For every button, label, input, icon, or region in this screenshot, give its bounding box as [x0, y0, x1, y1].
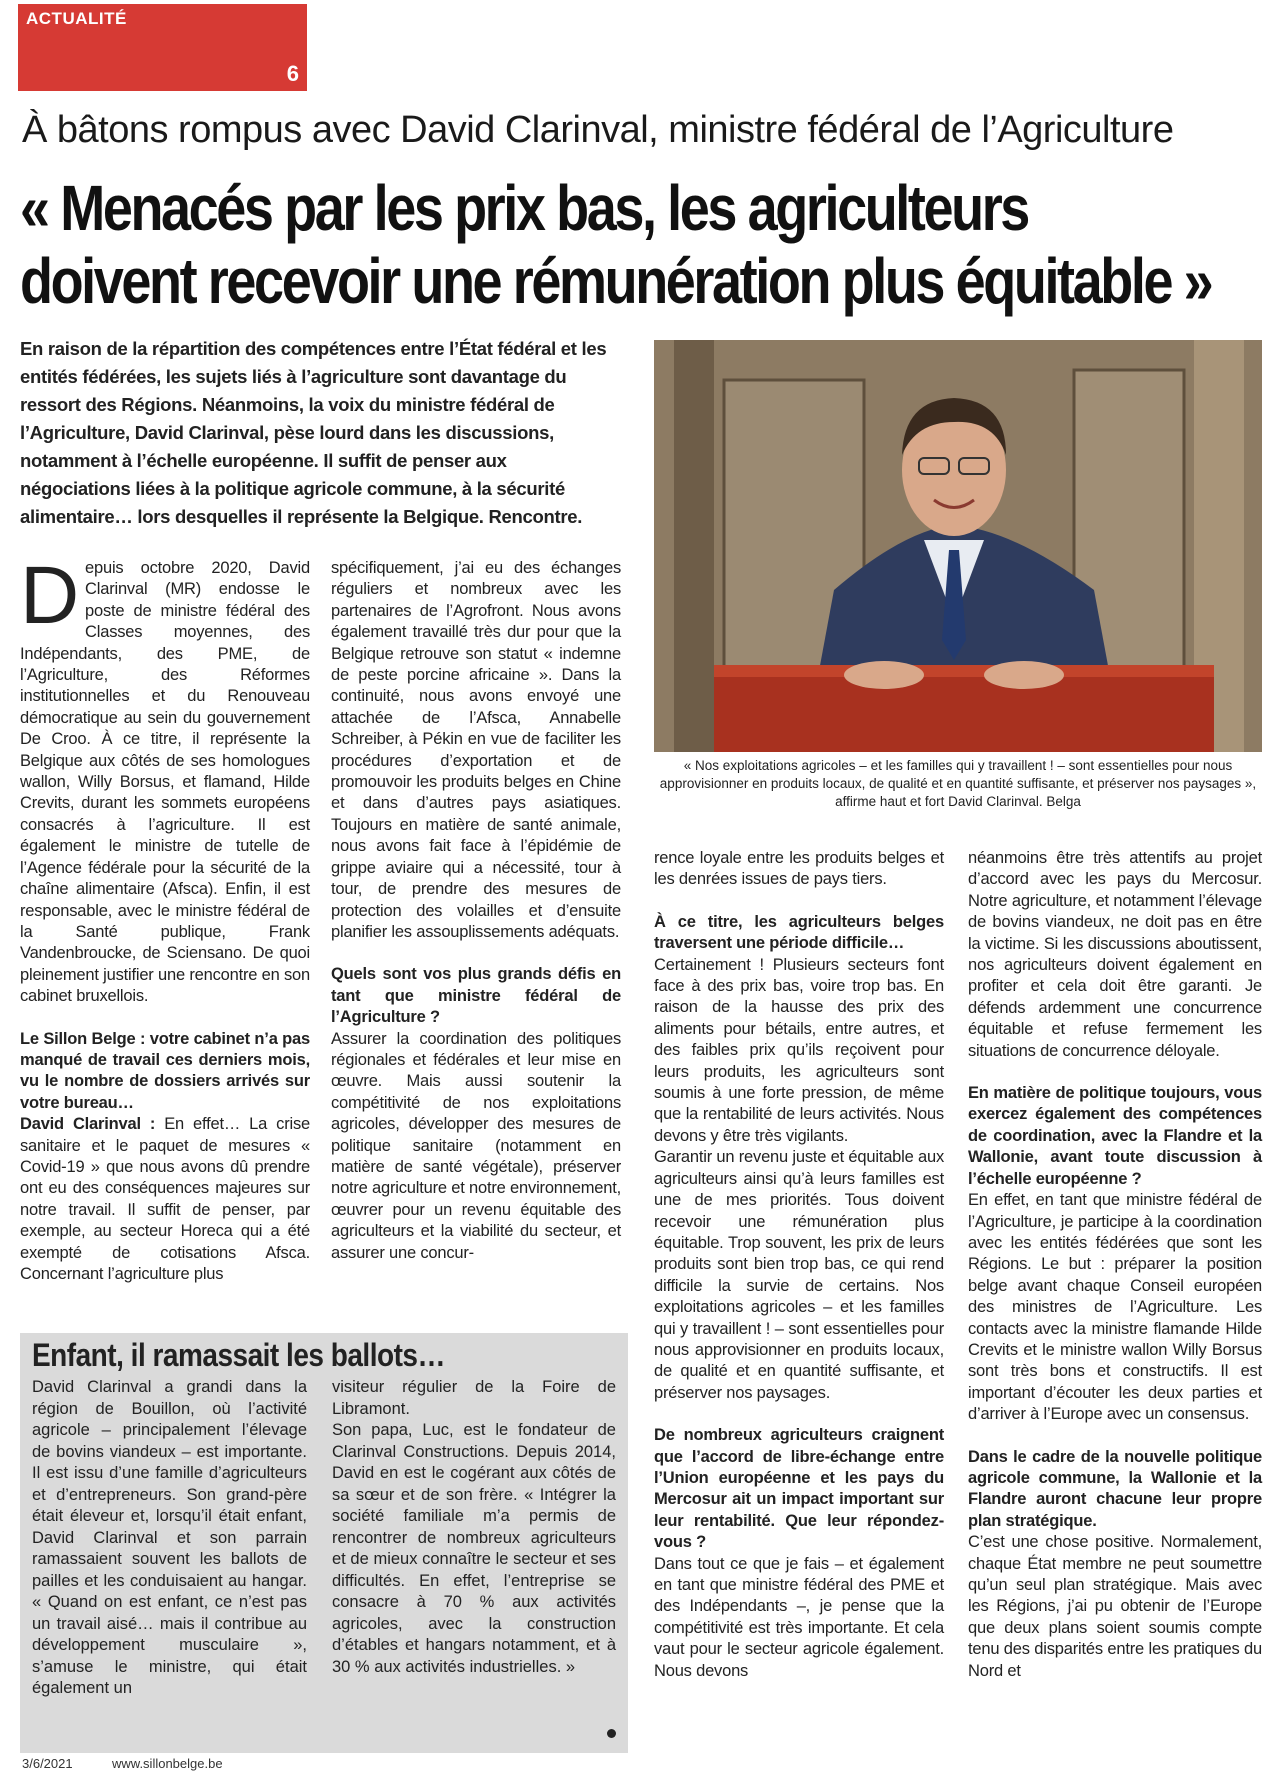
- lead-paragraph: [20, 335, 618, 531]
- sidebar-box: [20, 1333, 628, 1753]
- sidebar-text-2a: visiteur régulier de la Foire de Libramont.: [332, 1378, 616, 1418]
- section-label: ACTUALITÉ: [26, 9, 127, 28]
- answer-1: [20, 1114, 310, 1285]
- article-column-3: [654, 848, 944, 1682]
- answer-4: Dans tout ce que je fais – et également en tant que ministre fédéral des PME et des Indépendants –, je pense que la compétitivité est très importante. Et cela vaut pour le secteur agricole également. Nous devons: [654, 1554, 944, 1680]
- answer-5: En effet, en tant que ministre fédéral de l’Agriculture, je participe à la coordination avec les entités fédérées que sont les Régions. Le but : préparer la position belge avant chaque Conseil européen des ministres de l’Agriculture. Les contacts avec la ministre flamande Hilde Crevits et le ministre wallon Willy Borsus sont très bons et constructifs. Il est important d’écouter les deux parties et d’arriver à l’Europe avec un consensus.: [968, 1191, 1262, 1424]
- intro-paragraph: epuis octobre 2020, David Clarinval (MR) endosse le poste de ministre fédéral des Classes moyennes, des Indépendants, des PME, de l’Agriculture, des Réformes institutionnelles et du Renouveau démocratique au sein du gouvernement De Croo. À ce titre, il représente la Belgique aux côtés de ses homologues wallon, Willy Borsus, et flamand, Hilde Crevits, durant les sommets européens consacrés à l’agriculture. Il est également le ministre de tutelle de l’Agence fédérale pour la sécurité de la chaîne alimentaire (Afsca). Enfin, il est responsable, avec le ministre fédéral de la Santé publique, Frank Vandenbroucke, de Sciensano. De quoi pleinement justifier une rencontre en son cabinet bruxellois.: [20, 559, 310, 1006]
- kicker: À bâtons rompus avec David Clarinval, ministre fédéral de l’Agriculture: [22, 109, 1174, 151]
- article-column-1: [20, 550, 310, 1285]
- article-column-4: [968, 848, 1262, 1682]
- photo-caption: « Nos exploitations agricoles – et les familles qui y travaillent ! – sont essentielles pour nous approvisionner en produits locaux, de qualité et en quantité suffisante, et préserver nos paysages », affirme haut et fort David Clarinval. Belga: [659, 758, 1257, 809]
- headline-line-2: doivent recevoir une rémunération plus équitable »: [20, 246, 1212, 317]
- question-1: Le Sillon Belge : votre cabinet n’a pas manqué de travail ces derniers mois, vu le nombre de dossiers arrivés sur votre bureau…: [20, 1029, 310, 1112]
- answer-1-continued: spécifiquement, j’ai eu des échanges réguliers et nombreux avec les partenaires de l’Agrofront. Nous avons également travaillé très dur pour que la Belgique retrouve son statut « indemne de peste porcine africaine ». Dans la continuité, nous avons envoyé une attachée de l’Afsca, Annabelle Schreiber, à Pékin en vue de faciliter les procédures d’exportation et de promouvoir les produits belges en Chine et dans d’autres pays asiatiques. Toujours en matière de santé animale, nous avons fait face à l’épidémie de grippe aviaire qui a nécessité, tour à tour, de prendre des mesures de protection des volailles et d’ensuite planifier les assouplissements adéquats.: [331, 559, 621, 941]
- portrait-illustration: [654, 340, 1262, 752]
- portrait-photo: [654, 340, 1262, 752]
- footer-website: www.sillonbelge.be: [112, 1756, 223, 1771]
- sidebar-text-2b: Son papa, Luc, est le fondateur de Clarinval Constructions. Depuis 2014, David en est le cogérant aux côtés de sa sœur et de son frère. « Intégrer la société familiale m’a permis de rencontrer de nombreux agriculteurs et de mieux connaître le secteur et ses difficultés. En effet, l’entreprise se consacre à 70 % aux activités agricoles, avec la construction d’étables et hangars notamment, et à 30 % aux activités industrielles. »: [332, 1421, 616, 1676]
- sidebar-title: Enfant, il ramassait les ballots…: [32, 1337, 445, 1373]
- headline-line-1: « Menacés par les prix bas, les agriculteurs: [20, 173, 1028, 244]
- drop-cap: D: [20, 550, 80, 641]
- speaker-label: David Clarinval :: [20, 1115, 156, 1134]
- article-column-2: [331, 558, 621, 1264]
- answer-3b: Garantir un revenu juste et équitable aux agriculteurs ainsi qu’à leurs familles est une de mes priorités. Tous doivent recevoir une rémunération plus équitable. Trop souvent, les prix de leurs produits sont bien trop bas, ce qui rend difficile la survie de certains. Nos exploitations agricoles – et les familles qui y travaillent ! – sont essentielles pour nous approvisionner en produits locaux, de qualité et en quantité suffisante, et préserver nos paysages.: [654, 1148, 944, 1402]
- section-tag: [18, 4, 307, 91]
- sidebar-column-1: [32, 1377, 307, 1700]
- answer-2-continued: rence loyale entre les produits belges et les denrées issues de pays tiers.: [654, 849, 944, 889]
- question-3: À ce titre, les agriculteurs belges traversent une période difficile…: [654, 912, 944, 953]
- page-number: 6: [286, 61, 299, 86]
- answer-3: Certainement ! Plusieurs secteurs font face à des prix bas, voire trop bas. En raison de la hausse des prix des aliments pour bétails, entre autres, et des faibles prix qu’ils reçoivent pour leurs produits, les agriculteurs sont soumis à une forte pression, de même que la rentabilité de leurs activités. Nous devons y être très vigilants.: [654, 955, 944, 1145]
- answer-6: C’est une chose positive. Normalement, chaque État membre ne peut soumettre qu’un seul plan stratégique. Mais avec les Régions, j’ai pu obtenir de l’Europe que deux plans soient soumis compte tenu des disparités entre les pratiques du Nord et: [968, 1533, 1262, 1680]
- sidebar-column-2: [332, 1377, 616, 1678]
- question-5: En matière de politique toujours, vous exercez également des compétences de coordination, avec la Flandre et la Wallonie, avant toute discussion à l’échelle européenne ?: [968, 1084, 1262, 1188]
- lead-text: En raison de la répartition des compétences entre l’État fédéral et les entités fédérées, les sujets liés à l’agriculture sont davantage du ressort des Régions. Néanmoins, la voix du ministre fédéral de l’Agriculture, David Clarinval, pèse lourd dans les discussions, notamment à l’échelle européenne. Il suffit de penser aux négociations liées à la politique agricole commune, à la sécurité alimentaire… lors desquelles il représente la Belgique. Rencontre.: [20, 338, 607, 527]
- question-4: De nombreux agriculteurs craignent que l’accord de libre-échange entre l’Union européenne et les pays du Mercosur ait un impact important sur leur rentabilité. Que leur répondez-vous ?: [654, 1426, 944, 1552]
- sidebar-text-1: David Clarinval a grandi dans la région de Bouillon, où l’activité agricole – principalement l’élevage de bovins viandeux – est importante. Il est issu d’une famille d’agriculteurs et d’entrepreneurs. Son grand-père était éleveur et, lorsqu’il était enfant, David Clarinval et son parrain ramassaient souvent les ballots de pailles et les conduisaient au hangar. « Quand on est enfant, ce n’est pas un travail aisé… mais il contribue au développement musculaire », s’amuse le ministre, qui était également un: [32, 1378, 307, 1697]
- footer-date: 3/6/2021: [22, 1756, 73, 1771]
- question-6: Dans le cadre de la nouvelle politique agricole commune, la Wallonie et la Flandre auront chacune leur propre plan stratégique.: [968, 1447, 1262, 1530]
- answer-2: Assurer la coordination des politiques régionales et fédérales et leur mise en œuvre. Mais aussi soutenir la compétitivité de nos exploitations agricoles, développer des mesures de politique sanitaire (notamment en matière de santé végétale), préserver notre agriculture et notre environnement, œuvrer pour un revenu équitable des agriculteurs et la viabilité du secteur, et assurer une concur-: [331, 1029, 621, 1262]
- question-2: Quels sont vos plus grands défis en tant que ministre fédéral de l’Agriculture ?: [331, 965, 621, 1027]
- answer-4-continued: néanmoins être très attentifs au projet d’accord avec les pays du Mercosur. Notre agriculture, et notamment l’élevage de bovins viandeux, ne doit pas en être la victime. Si les discussions aboutissent, nos agriculteurs doivent également en profiter et cela doit être garanti. Je défends ardemment une concurrence équitable et refuse fermement les situations de concurrence déloyale.: [968, 849, 1262, 1060]
- end-bullet: [607, 1729, 616, 1738]
- answer-1-text: En effet… La crise sanitaire et le paquet de mesures « Covid-19 » que nous avons dû prendre ont eu des conséquences majeures sur notre travail. Il suffit de penser, par exemple, au secteur Horeca qui a été exempté de cotisations Afsca. Concernant l’agriculture plus: [20, 1115, 310, 1283]
